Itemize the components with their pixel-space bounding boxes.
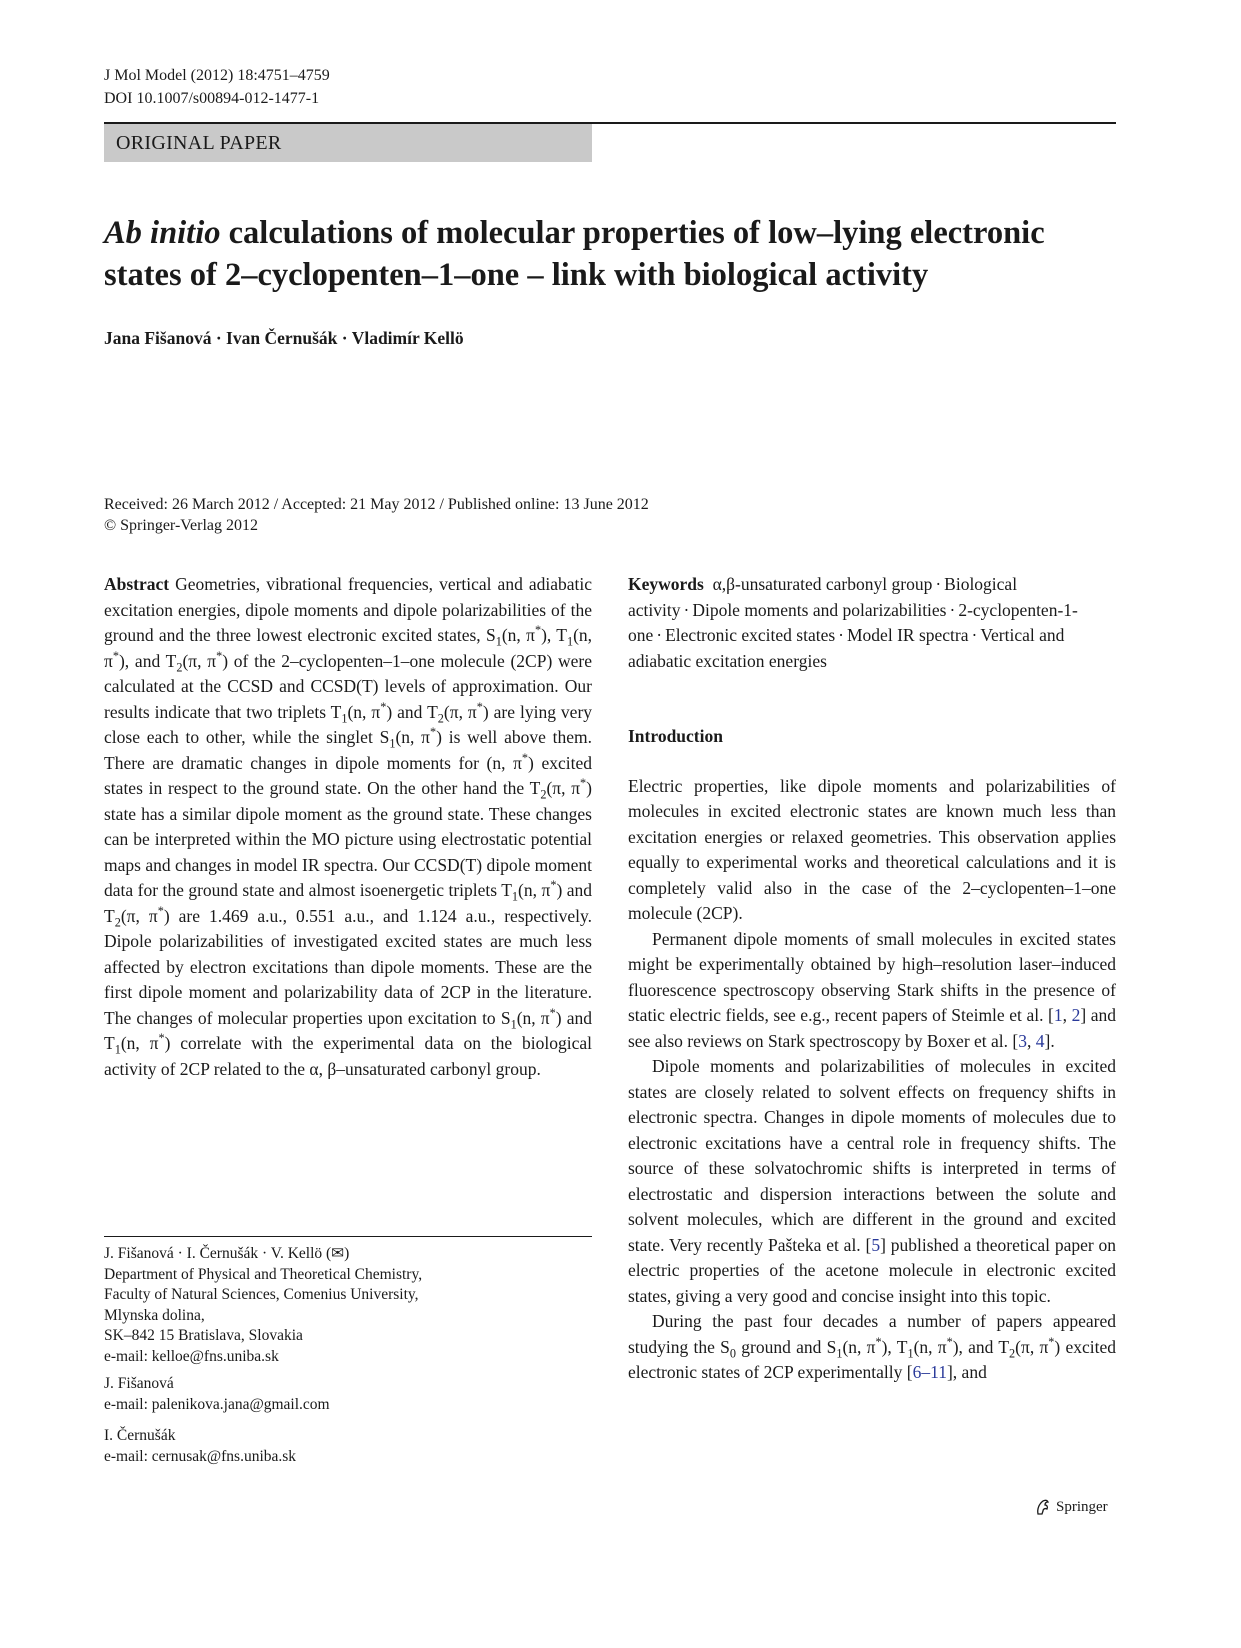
paper-title bbox=[104, 212, 1124, 296]
keywords-label: Keywords bbox=[628, 574, 704, 594]
affiliation-street: Mlynska dolina, bbox=[104, 1306, 205, 1324]
intro-paragraph-1: Electric properties, like dipole moments and polarizabilities of molecules in excited electronic states are known much less than excitation energies or relaxed geometries. This observation applies equally to experimental works and theoretical calculations and it is completely valid also in the case of the 2–cyclopenten–1–one molecule (2CP). bbox=[628, 775, 1116, 923]
author: Jana Fišanová bbox=[104, 328, 212, 348]
affiliation-dept: Department of Physical and Theoretical Chemistry, bbox=[104, 1265, 423, 1283]
citation-link[interactable]: 6–11 bbox=[912, 1362, 947, 1382]
intro-paragraph-3: Dipole moments and polarizabilities of molecules in excited states are closely related to solvent effects on frequency shifts in electronic spectra. Changes in dipole moments of molecules due to electronic excitations have a central role in frequency shifts. The source of these solvatochromic shifts is interpreted in terms of electrostatic and dispersion interactions between the solute and solvent molecules, which are different in the ground and excited state. Very recently Pašteka et al. [5] published a theoretical paper on electric properties of the acetone molecule in electronic excited states, giving a very good and concise insight into this topic. bbox=[628, 1056, 1116, 1306]
abstract-label: Abstract bbox=[104, 574, 170, 594]
keyword: Electronic excited states bbox=[665, 625, 836, 645]
right-column bbox=[628, 572, 1116, 1386]
affiliation-city: SK–842 15 Bratislava, Slovakia bbox=[104, 1327, 303, 1344]
copyright: © Springer-Verlag 2012 bbox=[104, 517, 259, 534]
publication-dates bbox=[104, 494, 649, 536]
springer-horse-icon bbox=[1034, 1498, 1052, 1516]
author-separator: · bbox=[337, 328, 352, 348]
doi: DOI 10.1007/s00894-012-1477-1 bbox=[104, 90, 320, 107]
citation-link[interactable]: 3 bbox=[1018, 1030, 1027, 1051]
title-line1: calculations of molecular properties of low–lying electronic bbox=[220, 215, 1045, 251]
title-line2: states of 2–cyclopenten–1–one – link with biological activity bbox=[104, 257, 929, 293]
email-kello[interactable]: e-mail: kelloe@fns.uniba.sk bbox=[104, 1347, 279, 1365]
citation-link[interactable]: 5 bbox=[871, 1234, 881, 1255]
journal-reference: J Mol Model (2012) 18:4751–4759 bbox=[104, 67, 330, 84]
section-heading-introduction: Introduction bbox=[628, 726, 723, 746]
received-accepted: Received: 26 March 2012 / Accepted: 21 May 2012 / Published online: 13 June 2012 bbox=[104, 496, 649, 513]
keyword: α,β-unsaturated carbonyl group bbox=[712, 574, 933, 594]
title-italic: Ab initio bbox=[104, 215, 221, 251]
keyword: Dipole moments and polarizabilities bbox=[692, 599, 947, 620]
email-fisanova[interactable]: e-mail: palenikova.jana@gmail.com bbox=[104, 1395, 330, 1413]
affiliation-block bbox=[104, 1244, 592, 1367]
citation-link[interactable]: 4 bbox=[1035, 1030, 1045, 1051]
publisher-logo bbox=[1034, 1498, 1108, 1516]
affiliation-fisanova bbox=[104, 1374, 592, 1415]
email-cernusak[interactable]: e-mail: cernusak@fns.uniba.sk bbox=[104, 1447, 297, 1465]
citation-link[interactable]: 1 bbox=[1053, 1005, 1063, 1025]
author-list bbox=[104, 328, 464, 349]
abstract: Abstract Geometries, vibrational frequencies, vertical and adiabatic excitation energies, dipole moments and dipole polarizabilities of the ground and the three lowest electronic excited states, $S_1(n$, π*), $T_1(n$, π*), and $T_2(\pi$, π*) of the 2–cyclopenten–1–one molecule (2CP) were calculated at the CCSD and CCSD(T) levels of approximation. Our results indicate that two triplets $T_1(n$, π*) and $T_2(\pi$, π*) are lying very close each to other, while the singlet $S_1(n$, π*) is well above them. There are dramatic changes in dipole moments for (n, π*) excited states in respect to the ground state. On the other hand the $T_2(\pi$, π*) state has a similar dipole moment as the ground state. These changes can be interpreted within the MO picture using electrostatic potential maps and changes in model IR spectra. Our CCSD(T) dipole moment data for the ground state and almost isoenergetic triplets $T_1(n$, π*) and $T_2(\pi$, π*) are 1.469 a.u., 0.551 a.u., and 1.124 a.u., respectively. Dipole polarizabilities of investigated excited states are much less affected by electron excitations than dipole moments. These are the first dipole moment and polarizability data of 2CP in the literature. The changes of molecular properties upon excitation to $S_1(n$, π*) and $T_1(n$, π*) correlate with the experimental data on the biological activity of 2CP related to the α, β–unsaturated carbonyl group. bbox=[104, 574, 593, 1079]
abstract-column bbox=[104, 572, 592, 1082]
keyword: 2-cyclopenten-1-one bbox=[628, 599, 1078, 645]
author: Vladimír Kellö bbox=[351, 328, 464, 348]
keyword: Vertical and adiabatic excitation energies bbox=[628, 625, 1065, 671]
section-label: ORIGINAL PAPER bbox=[104, 124, 592, 162]
citation-link[interactable]: 2 bbox=[1071, 1005, 1081, 1025]
author-name: J. Fišanová bbox=[104, 1375, 174, 1392]
publisher-name: Springer bbox=[1056, 1498, 1108, 1515]
keyword: Model IR spectra bbox=[847, 625, 969, 645]
author-separator: · bbox=[211, 328, 227, 348]
author-name: I. Černušák bbox=[104, 1427, 176, 1444]
intro-paragraph-2: Permanent dipole moments of small molecules in excited states might be experimentally obtained by high–resolution laser–induced fluorescence spectroscopy observing Stark shifts in the presence of static electric fields, see e.g., recent papers of Steimle et al. [1, 2] and see also reviews on Stark spectroscopy by Boxer et al. [3, 4]. bbox=[628, 928, 1116, 1051]
journal-header bbox=[104, 64, 330, 110]
affiliation-authors: J. Fišanová · I. Černušák · V. Kellö (✉) bbox=[104, 1245, 350, 1262]
author: Ivan Černušák bbox=[226, 328, 338, 348]
affiliation-faculty: Faculty of Natural Sciences, Comenius University, bbox=[104, 1286, 419, 1303]
keywords: Keywords α,β-unsaturated carbonyl group · Biological activity · Dipole moments and polarizabilities · 2-cyclopenten-1-one · Electronic excited states · Model IR spectra · Vertical and adiabatic excitation energies bbox=[628, 574, 1078, 671]
intro-paragraph-4: During the past four decades a number of papers appeared studying the $S_0$ ground and $S_1(n$, π*), $T_1(n$, π*), and $T_2(\pi$, π*) excited electronic states of 2CP experimentally [6–11], and bbox=[628, 1311, 1117, 1382]
affiliation-rule bbox=[104, 1236, 592, 1237]
affiliation-cernusak bbox=[104, 1426, 592, 1467]
keyword: Biological activity bbox=[628, 574, 1018, 620]
